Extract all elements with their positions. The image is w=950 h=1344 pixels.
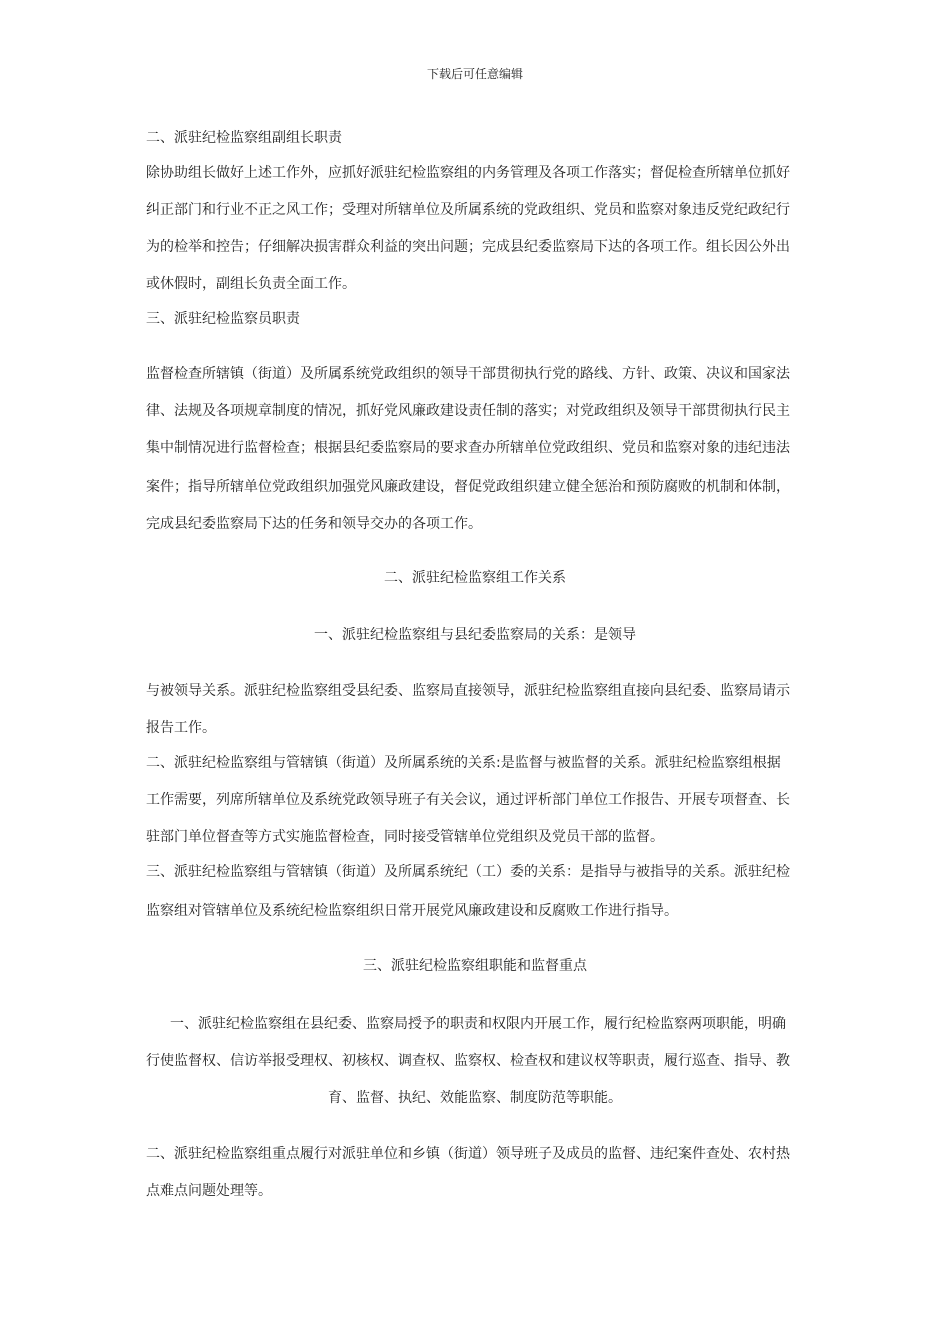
relations-title: 二、派驻纪检监察组工作关系 (384, 570, 566, 586)
relations-item1-lead: 一、派驻纪检监察组与县纪委监察局的关系：是领导 (314, 627, 636, 643)
deputy-heading: 二、派驻纪检监察组副组长职责 (146, 130, 342, 146)
member-line-2: 律、法规及各项规章制度的情况，抓好党风廉政建设责任制的落实；对党政组织及领导干部贯彻执行民主 (146, 403, 790, 419)
relations-item2-line-2: 工作需要，列席所辖单位及系统党政领导班子有关会议，通过评析部门单位工作报告、开展专项督查、长 (146, 792, 790, 808)
functions-title: 三、派驻纪检监察组职能和监督重点 (363, 958, 587, 974)
functions-item2-line-1: 二、派驻纪检监察组重点履行对派驻单位和乡镇（街道）领导班子及成员的监督、违纪案件查处、农村热 (146, 1146, 790, 1162)
functions-item1-line-3: 育、监督、执纪、效能监察、制度防范等职能。 (328, 1090, 622, 1106)
relations-item1-line-2: 报告工作。 (146, 720, 216, 736)
functions-item2-line-2: 点难点问题处理等。 (146, 1183, 272, 1199)
functions-item1-line-1: 一、派驻纪检监察组在县纪委、监察局授予的职责和权限内开展工作，履行纪检监察两项职能，明确 (170, 1016, 786, 1032)
deputy-line-4: 或休假时，副组长负责全面工作。 (146, 276, 356, 292)
functions-item1-line-2: 行使监督权、信访举报受理权、初核权、调查权、监察权、检查权和建议权等职责，履行巡查、指导、教 (146, 1053, 790, 1069)
relations-item3-line-2: 监察组对管辖单位及系统纪检监察组织日常开展党风廉政建设和反腐败工作进行指导。 (146, 903, 678, 919)
member-heading: 三、派驻纪检监察员职责 (146, 311, 300, 327)
relations-item2-line-1: 二、派驻纪检监察组与管辖镇（街道）及所属系统的关系:是监督与被监督的关系。派驻纪检监察组根据 (146, 755, 781, 771)
relations-item3-line-1: 三、派驻纪检监察组与管辖镇（街道）及所属系统纪（工）委的关系：是指导与被指导的关系。派驻纪检 (146, 864, 790, 880)
relations-item2-line-3: 驻部门单位督查等方式实施监督检查，同时接受管辖单位党组织及党员干部的监督。 (146, 829, 664, 845)
member-line-1: 监督检查所辖镇（街道）及所属系统党政组织的领导干部贯彻执行党的路线、方针、政策、决议和国家法 (146, 366, 790, 382)
member-line-4: 案件；指导所辖单位党政组织加强党风廉政建设，督促党政组织建立健全惩治和预防腐败的机制和体制， (146, 479, 790, 495)
relations-item1-line-1: 与被领导关系。派驻纪检监察组受县纪委、监察局直接领导，派驻纪检监察组直接向县纪委、监察局请示 (146, 683, 790, 699)
deputy-line-2: 纠正部门和行业不正之风工作；受理对所辖单位及所属系统的党政组织、党员和监察对象违反党纪政纪行 (146, 202, 790, 218)
deputy-line-1: 除协助组长做好上述工作外，应抓好派驻纪检监察组的内务管理及各项工作落实；督促检查所辖单位抓好 (146, 165, 790, 181)
member-line-5: 完成县纪委监察局下达的任务和领导交办的各项工作。 (146, 516, 482, 532)
deputy-line-3: 为的检举和控告；仔细解决损害群众利益的突出问题；完成县纪委监察局下达的各项工作。组长因公外出 (146, 239, 790, 255)
member-line-3: 集中制情况进行监督检查；根据县纪委监察局的要求查办所辖单位党政组织、党员和监察对象的违纪违法 (146, 440, 790, 456)
page-header: 下载后可任意编辑 (426, 67, 523, 81)
